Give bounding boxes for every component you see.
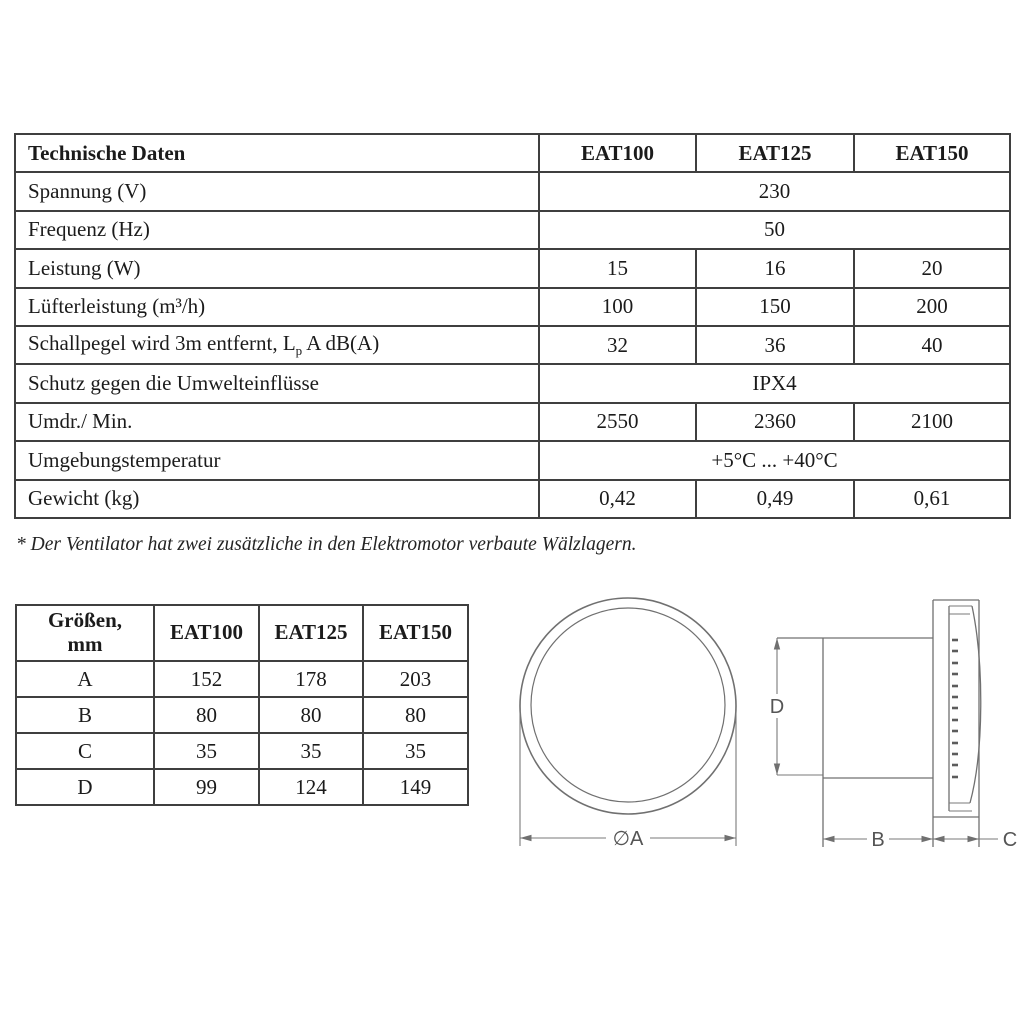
value-schutz: IPX4 (539, 364, 1010, 402)
value-luefterleistung-eat100: 100 (539, 288, 696, 326)
value-leistung-eat100: 15 (539, 249, 696, 287)
dimensions-table-title (16, 605, 154, 661)
value-schallpegel-eat150: 40 (854, 326, 1010, 364)
dim-label-b: B (16, 697, 154, 733)
dim-c-label: C (1002, 829, 1018, 851)
dim-model-header-eat150: EAT150 (363, 605, 468, 661)
row-label-leistung: Leistung (W) (15, 249, 539, 287)
value-schallpegel-eat125: 36 (696, 326, 854, 364)
dimensions-header-row (16, 605, 468, 661)
dim-c-eat125: 35 (259, 733, 363, 769)
row-label-umgebungstemperatur: Umgebungstemperatur (15, 441, 539, 479)
dim-d-eat100: 99 (154, 769, 259, 805)
value-gewicht-eat100: 0,42 (539, 480, 696, 518)
row-label-luefterleistung: Lüfterleistung (m³/h) (15, 288, 539, 326)
dim-d-eat125: 124 (259, 769, 363, 805)
row-leistung (15, 249, 1010, 287)
dimensions-title-line2: mm (67, 632, 103, 656)
dim-a-eat125: 178 (259, 661, 363, 697)
row-umgebungstemperatur (15, 441, 1010, 479)
technical-drawing (470, 575, 1024, 870)
footnote: * Der Ventilator hat zwei zusätzliche in den Elektromotor verbaute Wälzlagern. (16, 534, 637, 555)
dim-b-eat100: 80 (154, 697, 259, 733)
value-umdrehungen-eat125: 2360 (696, 403, 854, 441)
dim-label-a: A (16, 661, 154, 697)
row-label-schallpegel (15, 326, 539, 364)
dim-c-eat100: 35 (154, 733, 259, 769)
dim-row-a (16, 661, 468, 697)
row-label-spannung: Spannung (V) (15, 172, 539, 210)
fan-inner-circle (531, 608, 725, 802)
panel-grille-ticks (952, 640, 958, 777)
dim-d-label: D (769, 696, 785, 718)
value-luefterleistung-eat125: 150 (696, 288, 854, 326)
dim-model-header-eat100: EAT100 (154, 605, 259, 661)
dim-c-eat150: 35 (363, 733, 468, 769)
row-schallpegel (15, 326, 1010, 364)
fan-outer-circle (520, 598, 736, 814)
value-umdrehungen-eat150: 2100 (854, 403, 1010, 441)
row-umdrehungen (15, 403, 1010, 441)
tech-data-table (14, 133, 1011, 519)
row-frequenz (15, 211, 1010, 249)
dim-row-b (16, 697, 468, 733)
value-gewicht-eat125: 0,49 (696, 480, 854, 518)
dim-a-eat100: 152 (154, 661, 259, 697)
row-schutz (15, 364, 1010, 402)
value-leistung-eat150: 20 (854, 249, 1010, 287)
row-gewicht (15, 480, 1010, 518)
model-header-eat150: EAT150 (854, 134, 1010, 172)
dim-model-header-eat125: EAT125 (259, 605, 363, 661)
dim-label-d: D (16, 769, 154, 805)
value-umgebungstemperatur: +5°C ... +40°C (539, 441, 1010, 479)
fan-side-view (770, 600, 1017, 851)
dimensions-table (15, 604, 469, 806)
row-label-gewicht: Gewicht (kg) (15, 480, 539, 518)
value-frequenz: 50 (539, 211, 1010, 249)
value-schallpegel-eat100: 32 (539, 326, 696, 364)
value-luefterleistung-eat150: 200 (854, 288, 1010, 326)
schallpegel-label-sub: p (295, 343, 303, 359)
dim-b-eat125: 80 (259, 697, 363, 733)
dim-a-eat150: 203 (363, 661, 468, 697)
model-header-eat100: EAT100 (539, 134, 696, 172)
dim-row-c (16, 733, 468, 769)
value-spannung: 230 (539, 172, 1010, 210)
fan-front-view (520, 598, 736, 850)
tech-header-row (15, 134, 1010, 172)
schallpegel-label-pre: Schallpegel wird 3m entfernt, L (28, 331, 296, 356)
value-leistung-eat125: 16 (696, 249, 854, 287)
row-label-frequenz: Frequenz (Hz) (15, 211, 539, 249)
dim-label-c: C (16, 733, 154, 769)
dim-b-eat150: 80 (363, 697, 468, 733)
dim-b-label: B (871, 829, 885, 851)
row-label-schutz: Schutz gegen die Umwelteinflüsse (15, 364, 539, 402)
row-label-umdrehungen: Umdr./ Min. (15, 403, 539, 441)
value-gewicht-eat150: 0,61 (854, 480, 1010, 518)
dim-a-label: ∅A (612, 828, 644, 850)
row-luefterleistung (15, 288, 1010, 326)
tech-table-title: Technische Daten (15, 134, 539, 172)
dimensions-title-line1: Größen, (47, 608, 123, 633)
model-header-eat125: EAT125 (696, 134, 854, 172)
dim-row-d (16, 769, 468, 805)
row-spannung (15, 172, 1010, 210)
schallpegel-label-post: A dB(A) (302, 331, 380, 356)
dim-d-eat150: 149 (363, 769, 468, 805)
value-umdrehungen-eat100: 2550 (539, 403, 696, 441)
